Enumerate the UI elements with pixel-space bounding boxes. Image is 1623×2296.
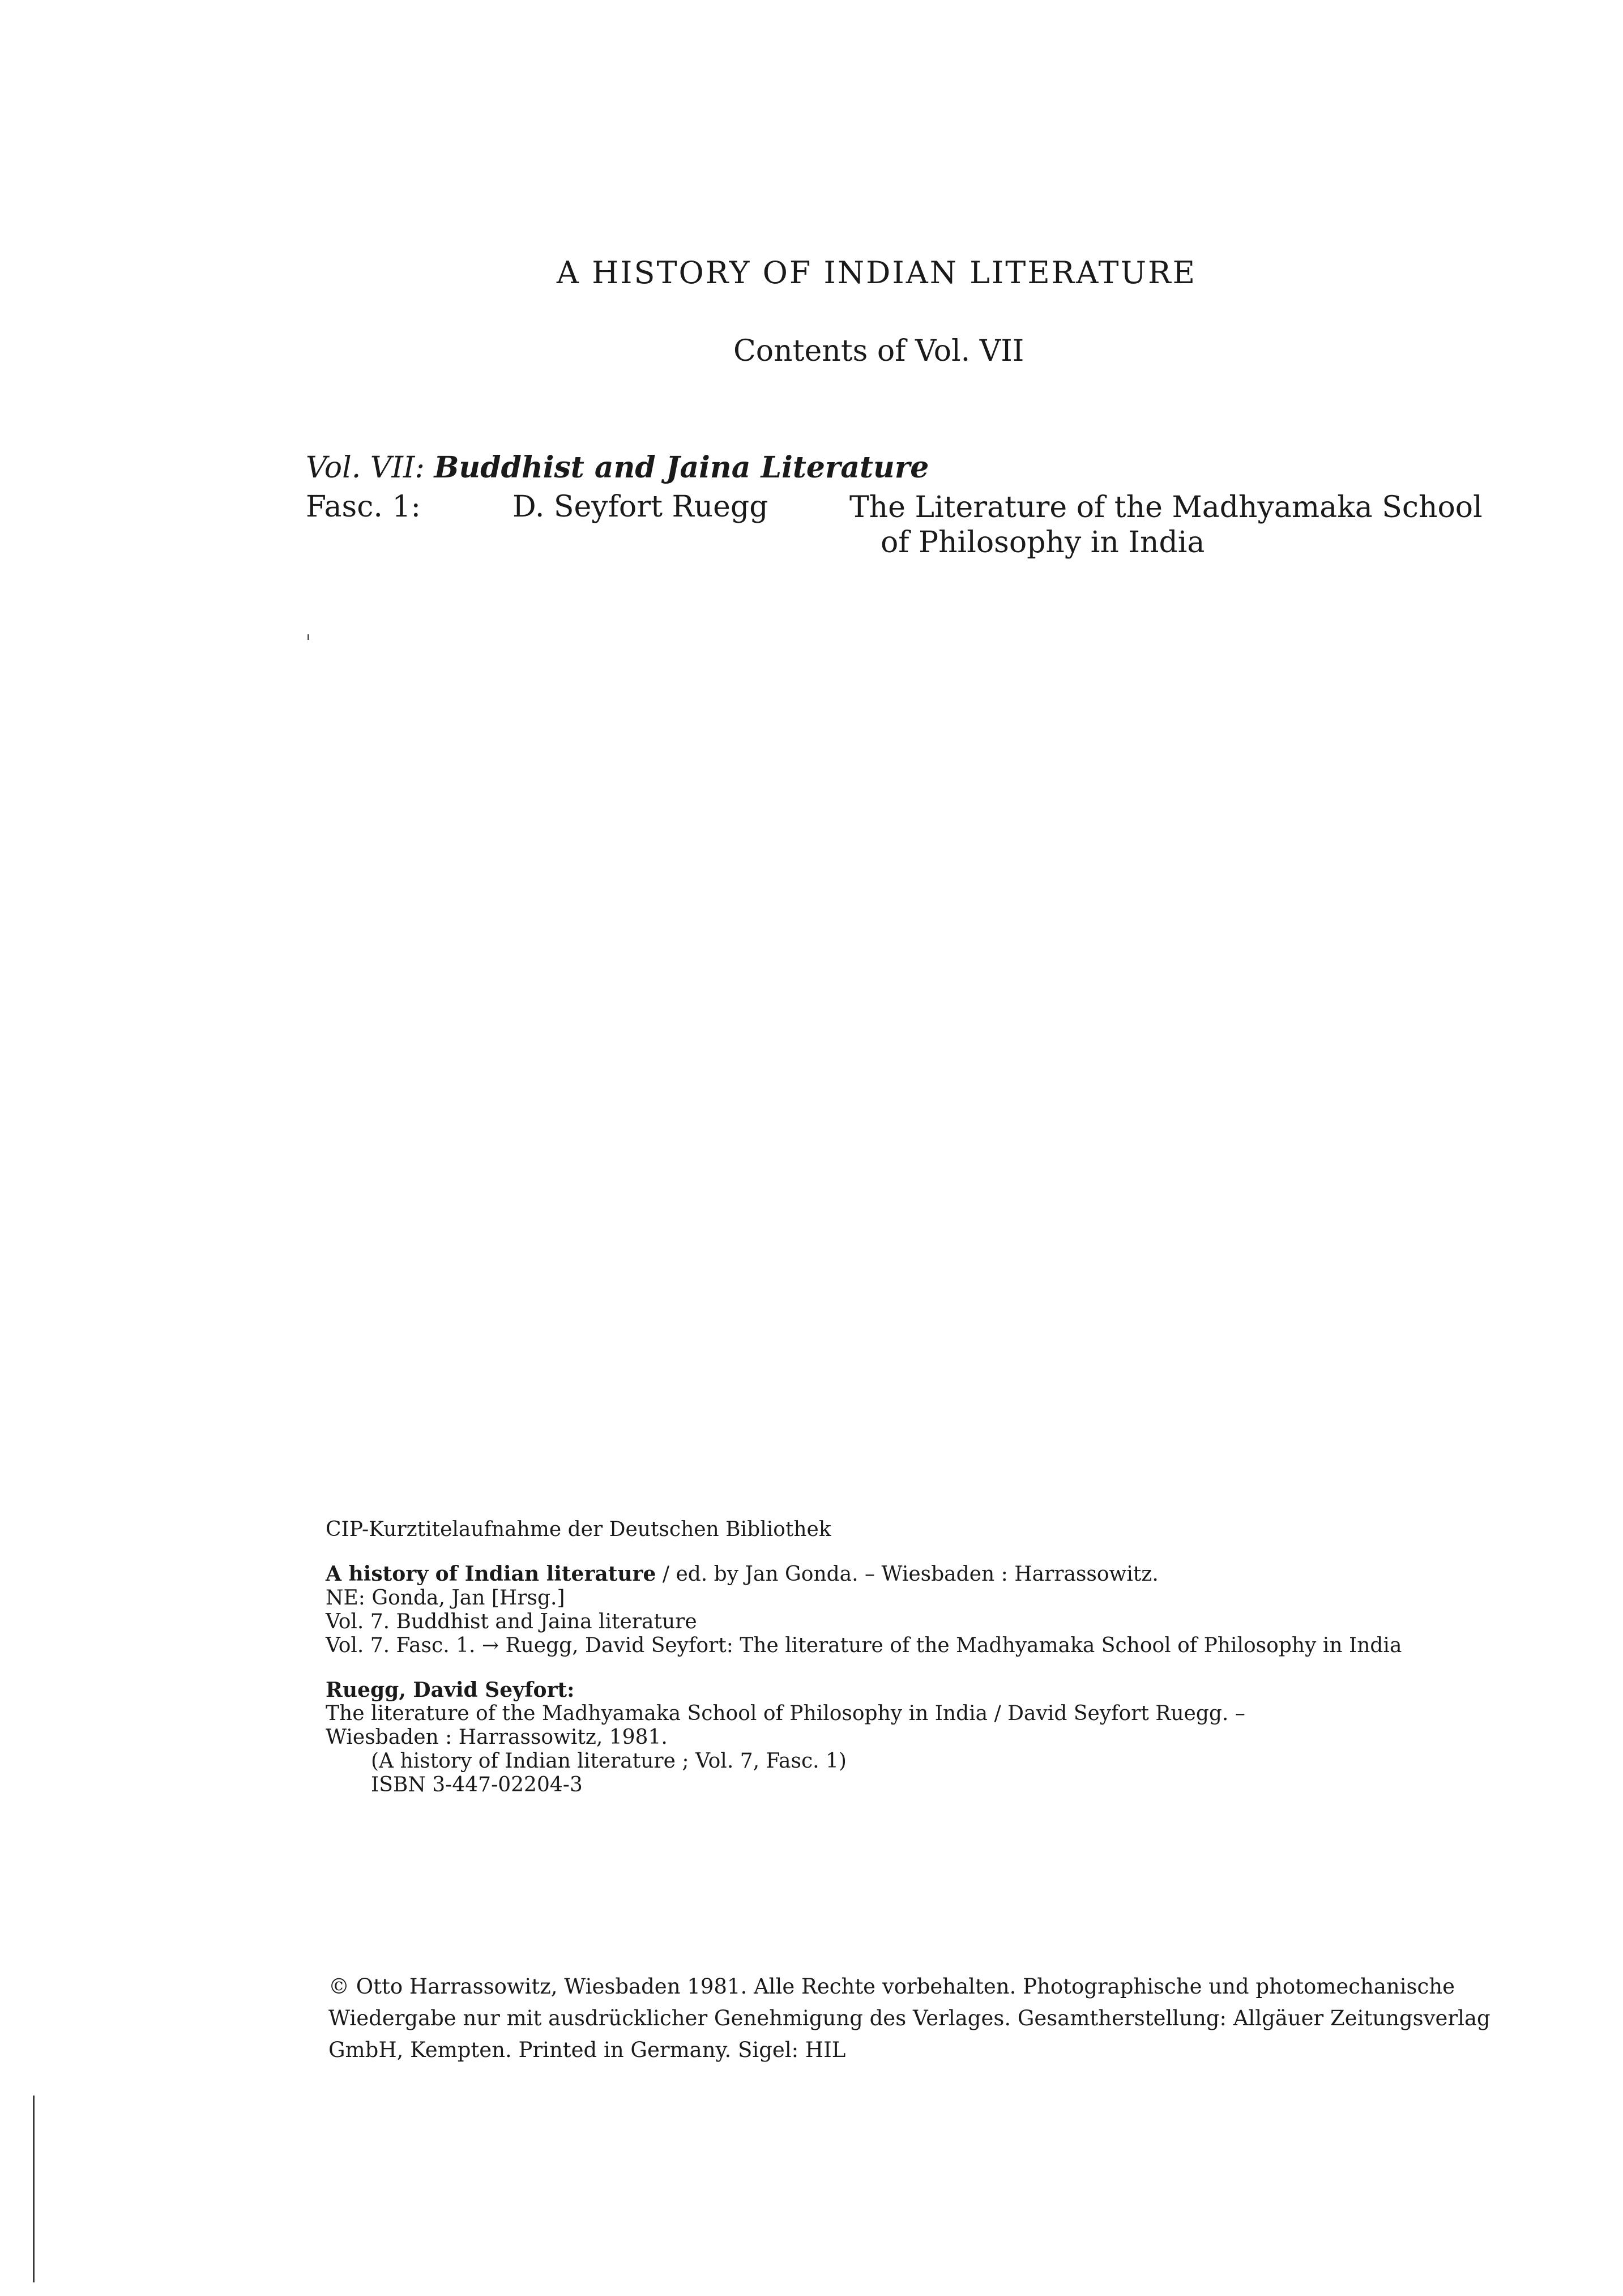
cip-heading: CIP-Kurztitelaufnahme der Deutschen Bibliothek bbox=[326, 1518, 831, 1541]
cip-series-first-line bbox=[326, 1562, 1526, 1586]
cip-series-note: (A history of Indian literature ; Vol. 7, Fasc. 1) bbox=[371, 1749, 847, 1773]
cip-author-name: Ruegg, David Seyfort: bbox=[326, 1678, 575, 1702]
cip-series-line: Vol. 7. Buddhist and Jaina literature bbox=[326, 1610, 697, 1633]
cip-series-line: Vol. 7. Fasc. 1. → Ruegg, David Seyfort: The literature of the Madhyamaka School of Philosophy in India bbox=[326, 1634, 1402, 1657]
volume-heading bbox=[306, 450, 929, 485]
scan-speck bbox=[307, 634, 309, 640]
fascicle-title bbox=[849, 490, 1483, 560]
fascicle-label: Fasc. 1: bbox=[306, 490, 421, 524]
copyright-notice: © Otto Harrassowitz, Wiesbaden 1981. Alle Rechte vorbehalten. Photographische und photomechanische Wiedergabe nur mit ausdrücklicher Genehmigung des Verlages. Gesamtherstellung: Allgäuer Zeitungsverlag GmbH, Kempten. Printed in Germany. Sigel: HIL bbox=[328, 1974, 1490, 2062]
contents-title: Contents of Vol. VII bbox=[733, 334, 1024, 368]
cip-series-entry bbox=[326, 1562, 1526, 1658]
fascicle-title-line1: The Literature of the Madhyamaka School bbox=[849, 490, 1483, 524]
fascicle-author: D. Seyfort Ruegg bbox=[512, 490, 768, 524]
cip-isbn: ISBN 3-447-02204-3 bbox=[371, 1773, 583, 1796]
cip-author-line: Wiesbaden : Harrassowitz, 1981. bbox=[326, 1726, 668, 1749]
volume-name: Buddhist and Jaina Literature bbox=[434, 450, 929, 485]
cip-series-line: NE: Gonda, Jan [Hrsg.] bbox=[326, 1586, 565, 1610]
scan-margin-line bbox=[33, 2096, 35, 2282]
volume-label: Vol. VII: bbox=[306, 451, 425, 485]
cip-author-line: The literature of the Madhyamaka School of Philosophy in India / David Seyfort Ruegg. – bbox=[326, 1702, 1245, 1725]
fascicle-entry bbox=[306, 490, 1506, 569]
cip-series-publisher: / ed. by Jan Gonda. – Wiesbaden : Harrassowitz. bbox=[656, 1563, 1159, 1586]
cip-author-entry bbox=[326, 1678, 1526, 1797]
cip-record bbox=[326, 1518, 1526, 1817]
fascicle-title-line2: of Philosophy in India bbox=[881, 526, 1205, 560]
series-title: A HISTORY OF INDIAN LITERATURE bbox=[556, 255, 1197, 291]
cip-series-title: A history of Indian literature bbox=[326, 1562, 656, 1586]
